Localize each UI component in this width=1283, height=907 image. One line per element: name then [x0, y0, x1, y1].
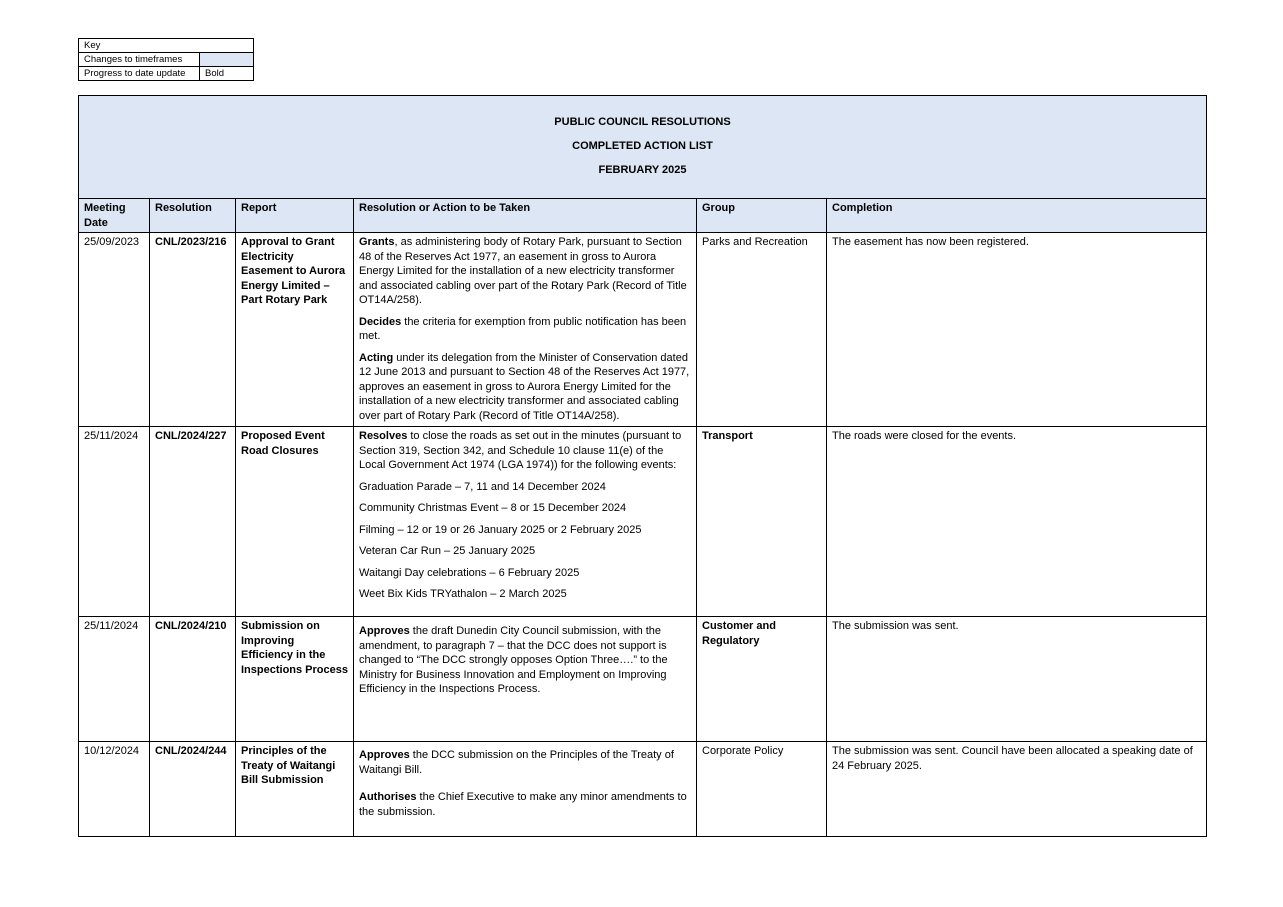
report-title: Proposed Event Road Closures: [236, 427, 354, 617]
resolution-id: CNL/2024/227: [150, 427, 236, 617]
completion-text: The submission was sent. Council have been allocated a speaking date of 24 February 2025.: [827, 742, 1207, 837]
col-header-completion: Completion: [827, 199, 1207, 233]
action-paragraph: Acting under its delegation from the Minister of Conservation dated 12 June 2013 and pursuant to Section 48 of the Reserves Act 1977, approves an easement in gross to Aurora Energy Limited for the installation of a new electricity transformer and associated cabling over part of Rotary Park (Record of Title OT14A/258).: [359, 351, 690, 422]
action-paragraph: Authorises the Chief Executive to make any minor amendments to the submission.: [359, 791, 687, 818]
meeting-date: 25/11/2024: [79, 617, 150, 742]
action-paragraph: Decides the criteria for exemption from public notification has been met.: [359, 315, 687, 342]
action-paragraph: Resolves to close the roads as set out in the minutes (pursuant to Section 319, Section 342, and Schedule 10 clause 11(e) of the Local Government Act 1974 (LGA 1974)) for the following events:: [359, 430, 682, 471]
action-text: [354, 427, 697, 617]
group-name: Corporate Policy: [697, 742, 827, 837]
col-header-report: Report: [236, 199, 354, 233]
group-name: Parks and Recreation: [697, 233, 827, 427]
key-value-progress: Bold: [200, 67, 254, 81]
table-row: [79, 742, 1207, 837]
meeting-date: 25/11/2024: [79, 427, 150, 617]
event-item: Community Christmas Event – 8 or 15 December 2024: [359, 502, 627, 514]
action-text: [354, 617, 697, 742]
key-label-progress: Progress to date update: [79, 67, 200, 81]
key-swatch-timeframes: [200, 53, 254, 67]
report-title: Approval to Grant Electricity Easement to Aurora Energy Limited – Part Rotary Park: [236, 233, 354, 427]
completion-text: The roads were closed for the events.: [827, 427, 1207, 617]
action-paragraph: Approves the draft Dunedin City Council submission, with the amendment, to paragraph 7 – that the DCC does not support is changed to “The DCC strongly opposes Option Three….” to the Ministry for Business Innovation and Employment on Improving Efficiency in the Inspections Process.: [359, 625, 668, 695]
table-header-row: [79, 199, 1207, 233]
action-list-table: [78, 95, 1207, 837]
col-header-meeting-date: Meeting Date: [79, 199, 150, 233]
table-row: [79, 427, 1207, 617]
event-item: Filming – 12 or 19 or 26 January 2025 or 2 February 2025: [359, 523, 642, 536]
table-row: [79, 617, 1207, 742]
completion-text: The submission was sent.: [827, 617, 1207, 742]
document-subtitle: COMPLETED ACTION LIST: [572, 140, 713, 152]
action-paragraph: Approves the DCC submission on the Principles of the Treaty of Waitangi Bill.: [359, 749, 674, 776]
completion-text: The easement has now been registered.: [827, 233, 1207, 427]
action-text: [354, 742, 697, 837]
document-period: FEBRUARY 2025: [598, 164, 687, 176]
resolution-id: CNL/2024/210: [150, 617, 236, 742]
resolution-id: CNL/2023/216: [150, 233, 236, 427]
report-title: Submission on Improving Efficiency in the Inspections Process: [236, 617, 354, 742]
col-header-group: Group: [697, 199, 827, 233]
table-row: [79, 233, 1207, 427]
event-item: Veteran Car Run – 25 January 2025: [359, 545, 536, 557]
key-label-timeframes: Changes to timeframes: [79, 53, 200, 67]
action-paragraph: Grants, as administering body of Rotary Park, pursuant to Section 48 of the Reserves Act 1977, an easement in gross to Aurora Energy Limited for the installation of a new electricity transformer and associated cabling over part of the Rotary Park (Record of Title OT14A/258).: [359, 236, 687, 306]
col-header-resolution: Resolution: [150, 199, 236, 233]
resolution-id: CNL/2024/244: [150, 742, 236, 837]
event-item: Waitangi Day celebrations – 6 February 2025: [359, 566, 580, 579]
event-item: Graduation Parade – 7, 11 and 14 December 2024: [359, 480, 606, 493]
group-name: Customer and Regulatory: [697, 617, 827, 742]
report-title: Principles of the Treaty of Waitangi Bill Submission: [236, 742, 354, 837]
meeting-date: 25/09/2023: [79, 233, 150, 427]
key-table: [78, 38, 254, 81]
document-title-block: [79, 96, 1207, 199]
key-title: Key: [79, 39, 254, 53]
col-header-action: Resolution or Action to be Taken: [354, 199, 697, 233]
event-item: Weet Bix Kids TRYathalon – 2 March 2025: [359, 588, 567, 600]
action-text: [354, 233, 697, 427]
group-name: Transport: [697, 427, 827, 617]
document-title: PUBLIC COUNCIL RESOLUTIONS: [554, 116, 731, 128]
meeting-date: 10/12/2024: [79, 742, 150, 837]
